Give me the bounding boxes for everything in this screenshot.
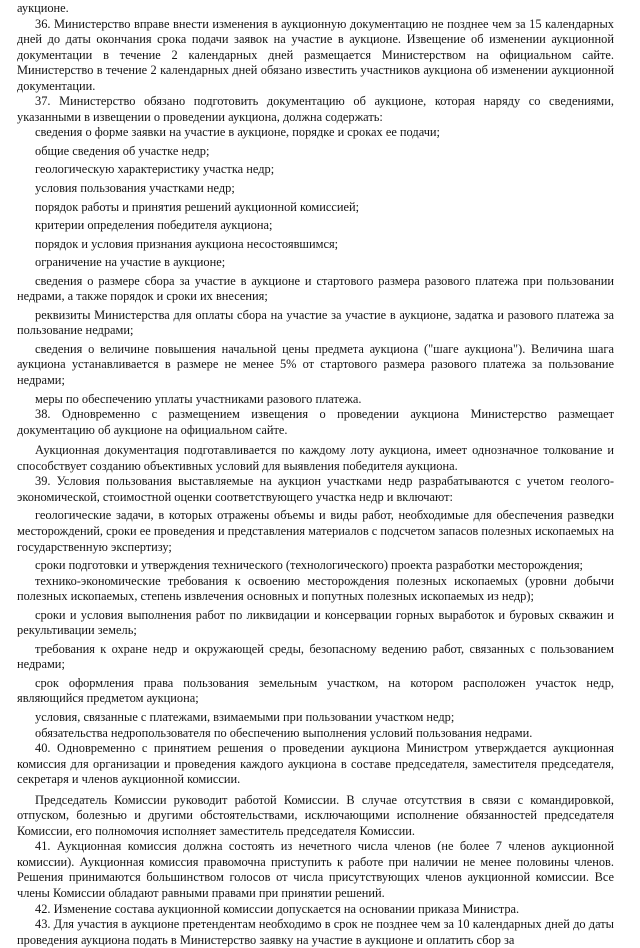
list-item-participation-limits: ограничение на участие в аукционе; xyxy=(35,255,226,270)
list-item-usage-conditions: условия пользования участками недр; xyxy=(35,181,235,196)
paragraph-41: 41. Аукционная комиссия должна состоять из нечетного числа членов (не более 7 членов аукционной комиссии). Аукционная комиссия правомочна приступить к работе при наличии не менее половины членов. Решения принимаются большинством голосов от числа присутствующих членов аукционной комиссии. Все члены Комиссии обладают равными правами при принятии решений. xyxy=(17,839,614,900)
paragraph-39: 39. Условия пользования выставляемые на аукцион участками недр разрабатываются с учетом геолого-экономической, стоимостной оценки соответствующего участка недр и включают: xyxy=(17,474,614,504)
paragraph-continuation: аукционе. xyxy=(17,1,69,15)
list-item-technical-requirements: технико-экономические требования к освоению месторождения полезных ископаемых (уровни добычи полезных ископаемых, степень извлечения основных и попутных полезных ископаемых из недр); xyxy=(17,573,614,604)
list-item-liquidation-terms: сроки и условия выполнения работ по ликвидации и консервации горных выработок и буровых скважин и рекультивации земель; xyxy=(17,607,614,638)
list-item-geological-tasks: геологические задачи, в которых отражены объемы и виды работ, необходимые для обеспечения разведки месторождений, сроки ее проведения и представления материалов с подсчетом запасов полезных ископаемых на государственную экспертизу; xyxy=(17,508,614,554)
paragraph-43: 43. Для участия в аукционе претендентам необходимо в срок не позднее чем за 10 календарных дней до даты проведения аукциона подать в Министерство заявку на участие в аукционе и оплатить сбор за xyxy=(17,917,614,947)
list-item-environment-requirements: требования к охране недр и окружающей среды, безопасному ведению работ, связанных с пользованием недрами; xyxy=(17,641,614,672)
list-item-auction-step: сведения о величине повышения начальной цены предмета аукциона ("шаге аукциона"). Величина шага аукциона устанавливается в размере не менее 5% от стартового размера разового платежа за пользование недрами; xyxy=(17,341,614,388)
list-item-obligations: обязательства недропользователя по обеспечению выполнения условий пользования недрами. xyxy=(35,725,533,740)
list-item-winner-criteria: критерии определения победителя аукциона; xyxy=(35,218,273,233)
document-page xyxy=(17,1,614,948)
paragraph-42: 42. Изменение состава аукционной комиссии допускается на основании приказа Министра. xyxy=(35,901,520,916)
paragraph-36: 36. Министерство вправе внести изменения в аукционную документацию не позднее чем за 15 календарных дней до даты окончания срока подачи заявок на участие в аукционе. Извещение об изменении аукционной документации в течение 2 календарных дней размещается Министерством на официальном сайте. Министерство в течение 2 календарных дней обязано известить участников аукциона об изменении аукционной документации. xyxy=(17,16,614,93)
list-item-general-info: общие сведения об участке недр; xyxy=(35,143,210,158)
list-item-fee-size: сведения о размере сбора за участие в аукционе и стартового размера разового платежа при пользовании недрами, а также порядок и сроки их внесения; xyxy=(17,273,614,304)
paragraph-chairman: Председатель Комиссии руководит работой Комиссии. В случае отсутствия в связи с командировкой, отпуском, болезнью и другими обстоятельствами, исключающими исполнение обязанностей председателя Комиссии, его полномочия исполняет заместитель председателя Комиссии. xyxy=(17,792,614,838)
list-item-payments-conditions: условия, связанные с платежами, взимаемыми при пользовании участком недр; xyxy=(35,709,455,724)
paragraph-40: 40. Одновременно с принятием решения о проведении аукциона Министром утверждается аукционная комиссия для организации и проведения каждого аукциона в составе председателя, заместителя председателя, секретаря и членов аукционной комиссии. xyxy=(17,741,614,787)
list-item-project-terms: сроки подготовки и утверждения технического (технологического) проекта разработки месторождения; xyxy=(35,558,583,573)
list-item-payment-measures: меры по обеспечению уплаты участниками разового платежа. xyxy=(35,391,362,406)
list-item-application-form: сведения о форме заявки на участие в аукционе, порядке и сроках ее подачи; xyxy=(35,125,440,140)
list-item-land-rights: срок оформления права пользования земельным участком, на котором расположен участок недр, являющийся предметом аукциона; xyxy=(17,675,614,706)
paragraph-auction-docs: Аукционная документация подготавливается по каждому лоту аукциона, имеет однозначное толкование и способствует созданию объективных условий для выявления победителя аукциона. xyxy=(17,443,614,473)
paragraph-37: 37. Министерство обязано подготовить документацию об аукционе, которая наряду со сведениями, указанными в извещении о проведении аукциона, должна содержать: xyxy=(17,94,614,124)
list-item-failed-auction: порядок и условия признания аукциона несостоявшимся; xyxy=(35,236,339,251)
list-item-payment-details: реквизиты Министерства для оплаты сбора на участие за участие в аукционе, задатка и разового платежа за пользование недрами; xyxy=(17,307,614,338)
paragraph-38: 38. Одновременно с размещением извещения о проведении аукциона Министерство размещает документацию об аукционе на официальном сайте. xyxy=(17,407,614,437)
list-item-geology: геологическую характеристику участка недр; xyxy=(35,162,275,177)
list-item-commission-procedure: порядок работы и принятия решений аукционной комиссией; xyxy=(35,199,360,214)
